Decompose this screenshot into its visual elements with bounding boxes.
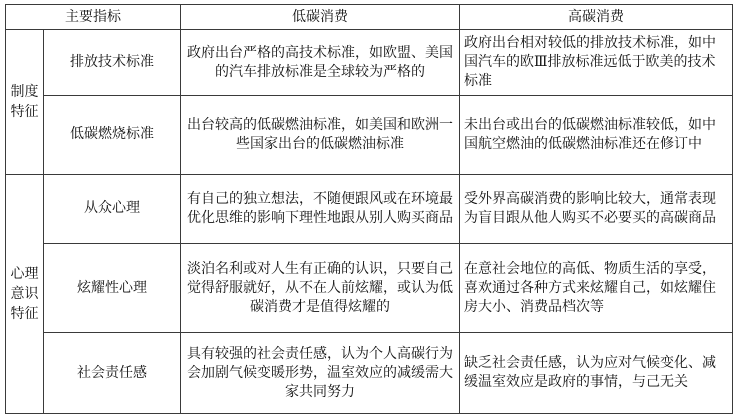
table-row <box>6 244 733 333</box>
indicator-cell: 从众心理 <box>44 174 181 244</box>
indicator-cell: 社会责任感 <box>44 333 181 414</box>
high-carbon-cell: 在意社会地位的高低、物质生活的享受，喜欢通过各种方式来炫耀自己，如炫耀住房大小、消费品档次等 <box>460 244 733 333</box>
low-carbon-cell: 具有较强的社会责任感，认为个人高碳行为会加剧气候变暖形势，温室效应的减缓需大家共同努力 <box>181 333 460 414</box>
indicator-cell: 低碳燃烧标准 <box>44 95 181 174</box>
comparison-table <box>5 4 733 414</box>
group-label-institutional: 制度特征 <box>6 30 44 174</box>
indicator-cell: 排放技术标准 <box>44 30 181 95</box>
header-low-carbon: 低碳消费 <box>181 5 460 30</box>
table-row <box>6 95 733 174</box>
table-row <box>6 174 733 244</box>
table-row <box>6 30 733 95</box>
indicator-cell: 炫耀性心理 <box>44 244 181 333</box>
table-row <box>6 333 733 414</box>
low-carbon-cell: 出台较高的低碳燃油标准，如美国和欧洲一些国家出台的低碳燃油标准 <box>181 95 460 174</box>
high-carbon-cell: 政府出台相对较低的排放技术标准，如中国汽车的欧Ⅲ排放标准远低于欧美的技术标准 <box>460 30 733 95</box>
group-label-psychological: 心理意识特征 <box>6 174 44 413</box>
low-carbon-cell: 有自己的独立想法，不随便跟风或在环境最优化思维的影响下理性地跟从别人购买商品 <box>181 174 460 244</box>
header-high-carbon: 高碳消费 <box>460 5 733 30</box>
high-carbon-cell: 受外界高碳消费的影响比较大，通常表现为盲目跟从他人购买不必要买的高碳商品 <box>460 174 733 244</box>
low-carbon-cell: 政府出台严格的高技术标准，如欧盟、美国的汽车排放标准是全球较为严格的 <box>181 30 460 95</box>
header-row <box>6 5 733 30</box>
low-carbon-cell: 淡泊名利或对人生有正确的认识，只要自己觉得舒服就好，从不在人前炫耀，或认为低碳消费才是值得炫耀的 <box>181 244 460 333</box>
header-indicator: 主要指标 <box>6 5 181 30</box>
high-carbon-cell: 缺乏社会责任感，认为应对气候变化、减缓温室效应是政府的事情，与己无关 <box>460 333 733 414</box>
high-carbon-cell: 未出台或出台的低碳燃油标准较低，如中国航空燃油的低碳燃油标准还在修订中 <box>460 95 733 174</box>
